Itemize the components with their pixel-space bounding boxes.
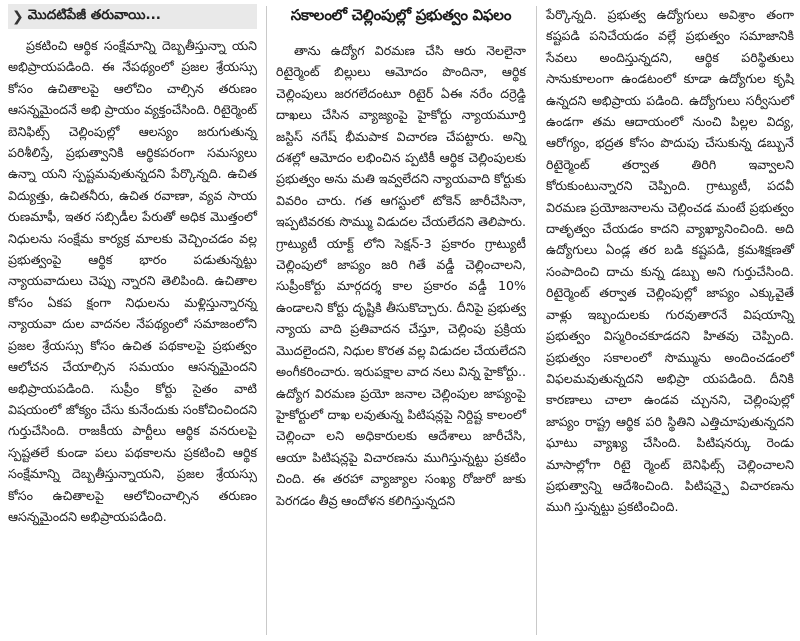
column-divider <box>536 6 537 635</box>
continuation-kicker <box>8 4 257 29</box>
chevron-right-icon: ❯ <box>12 8 24 25</box>
column-divider <box>266 6 267 635</box>
article-headline: సకాలంలో చెల్లింపుల్లో ప్రభుత్వం విఫలం <box>290 6 512 24</box>
article-text-col2: తాను ఉద్యోగ విరమణ చేసి ఆరు నెలలైనా రిటైర్మెంట్ బిల్లులు ఆమోదం పొందినా, ఆర్థిక చెల్లింపులు జరగలేదంటూ రిటైర్ ఏఈ నరేం దర్రెడ్డి దాఖలు చేసిన వ్యాజ్యంపై హైకోర్టు న్యాయమూర్తి జస్టిస్ నగేష్ భీమపాక విచారణ చేపట్టారు. అన్ని దశల్లో ఆమోదం లభించిన ప్పటికీ ఆర్థిక చెల్లింపులకు ప్రభుత్వం అను మతి ఇవ్వలేదని న్యాయవాది కోర్టుకు వివరిం చారు. గత ఆగస్టులో టోకెన్ జారీచేసినా, ఇప్పటివరకు సొమ్ము విడుదల చేయలేదని తెలిపారు. గ్రాట్యుటీ యాక్ట్ లోని సెక్షన్-3 ప్రకారం గ్రాట్యుటీ చెల్లింపులో జాప్యం జరి గితే వడ్డీ చెల్లించాలని, సుప్రీంకోర్టు మార్గదర్శ కాల ప్రకారం వడ్డీ 10% ఉండాలని కోర్టు దృష్టికి తీసుకొచ్చారు. దీనిపై ప్రభుత్వ న్యాయ వాది ప్రతివాదన చేస్తూ, చెల్లింపు ప్రక్రియ మొదలైందని, నిధుల కొరత వల్ల విడుదల చేయలేదని అంగీకరించారు. ఇరుపక్షాల వాద నలు విన్న హైకోర్టు.. ఉద్యోగ విరమణ ప్రయో జనాల చెల్లింపుల జాప్యంపై హైకోర్టులో దాఖ లవుతున్న పిటిషన్లపై నిర్దిష్ట కాలంలో చెల్లించా లని అధికారులకు ఆదేశాలు జారీచేసి, ఆయా పిటిషన్లపై విచారణను ముగిస్తున్నట్టు ప్రకటిం చింది. ఈ తరహా వ్యాజ్యాల సంఖ్య రోజురో జుకు పెరగడం తీవ్ర ఆందోళన కలిగిస్తున్నదని <box>276 43 526 508</box>
column-left <box>0 0 263 641</box>
article-text-col3: పేర్కొన్నది. ప్రభుత్వ ఉద్యోగులు అవిశ్రాం తంగా కష్టపడి పనిచేయడం వల్లే ప్రభుత్వం సమాజానికి సేవలు అందిస్తున్నదని, ఆర్థిక పరిస్థితులు సానుకూలంగా ఉండటంలో కూడా ఉద్యోగుల కృషి ఉన్నదని అభిప్రాయ పడింది. ఉద్యోగులు సర్వీసులో ఉండగా తమ ఆదాయంలో నుంచి పిల్లల విద్య, ఆరోగ్యం, భద్రత కోసం పొదుపు చేసుకున్న డబ్బునే రిటైర్మెంట్ తర్వాత తిరిగి ఇవ్వాలని కోరుకుంటున్నారని చెప్పింది. గ్రాట్యుటీ, పదవీ విరమణ ప్రయోజనాలను చెల్లించడ మంటే ప్రభుత్వం దాతృత్వం చేయడం కాదని వ్యాఖ్యానించింది. అది ఉద్యోగులు ఏండ్ల తర బడి కష్టపడి, క్రమశిక్షణతో సంపాదించి దాచు కున్న డబ్బు అని గుర్తుచేసింది. రిటైర్మెంట్ తర్వాత చెల్లింపుల్లో జాప్యం ఎక్కువైతే వాళ్లు ఇబ్బందులకు గురవుతారనే విషయాన్ని ప్రభుత్వం విస్మరించకూడదని హితవు చెప్పింది. ప్రభుత్వం సకాలంలో సొమ్మును అందించడంలో విఫలమవుతున్నదని అభిప్రా యపడింది. దీనికి కారణాలు చాలా ఉండవ చ్చునని, చెల్లింపుల్లో జాప్యం రాష్ట్ర ఆర్థిక పరి స్థితిని ఎత్తిచూపుతున్నదని ఘాటు వ్యాఖ్య చేసింది. పిటిషనర్కు రెండు మాసాల్లోగా రిటై ర్మెంట్ బెనిఫిట్స్ చెల్లించాలని ప్రభుత్వాన్ని ఆదేశించింది. పిటిషన్పై విచారణను ముగి స్తున్నట్టు ప్రకటించింది. <box>546 7 794 515</box>
article-text-col1: ప్రకటించి ఆర్థిక సంక్షేమాన్ని దెబ్బతీస్తున్నా యని అభిప్రాయపడింది. ఈ నేపథ్యంలో ప్రజల శ్రేయస్సు కోసం ఉచితాలపై ఆలోచిం చాల్సిన తరుణం ఆసన్నమైందనే అభి ప్రాయం వ్యక్తంచేసింది. రిటైర్మెంట్ బెనిఫిట్స్ చెల్లింపుల్లో ఆలస్యం జరుగుతున్న పరిశీలిస్తే, ప్రభుత్వానికి ఆర్థికపరంగా సమస్యలు ఉన్నా యని స్పష్టమవుతున్నదని పేర్కొన్నది. ఉచిత విద్యుత్తు, ఉచితనీరు, ఉచిత రవాణా, వ్యవ సాయ రుణమాఫీ, ఇతర సబ్సిడీల పేరుతో అధిక మొత్తంలో నిధులను సంక్షేమ కార్యక్ర మాలకు వెచ్చించడం వల్ల ప్రభుత్వంపై ఆర్థిక భారం పడుతున్నట్టు న్యాయవాదులు చెప్పు న్నారని తెలిపింది. ఉచితాల కోసం ఏకప క్షంగా నిధులను మళ్లిస్తున్నారన్న న్యాయవా దుల వాదనల నేపథ్యంలో సమాజంలోని ప్రజల శ్రేయస్సు కోసం ఉచిత పథకాలపై ప్రభుత్వం ఆలోచన చేయాల్సిన సమయం ఆసన్నమైందని అభిప్రాయపడింది. సుప్రీం కోర్టు సైతం వాటి విషయంలో జోక్యం చేసు కునేందుకు సంకోచించిందని గుర్తుచేసింది. రాజకీయ పార్టీలు ఆర్థిక వనరులపై స్పష్టతలే కుండా పలు పథకాలను ప్రకటించి ఆర్థిక సంక్షేమాన్ని దెబ్బతీస్తున్నాయని, ప్రజల శ్రేయస్సు కోసం ఉచితాలపై ఆలోచించాల్సిన తరుణం ఆసన్నమైందని అభిప్రాయపడింది. <box>8 38 257 524</box>
kicker-label: మొదటిపేజీ తరువాయి... <box>27 7 161 23</box>
column-right <box>540 0 800 641</box>
column-middle <box>270 0 532 641</box>
